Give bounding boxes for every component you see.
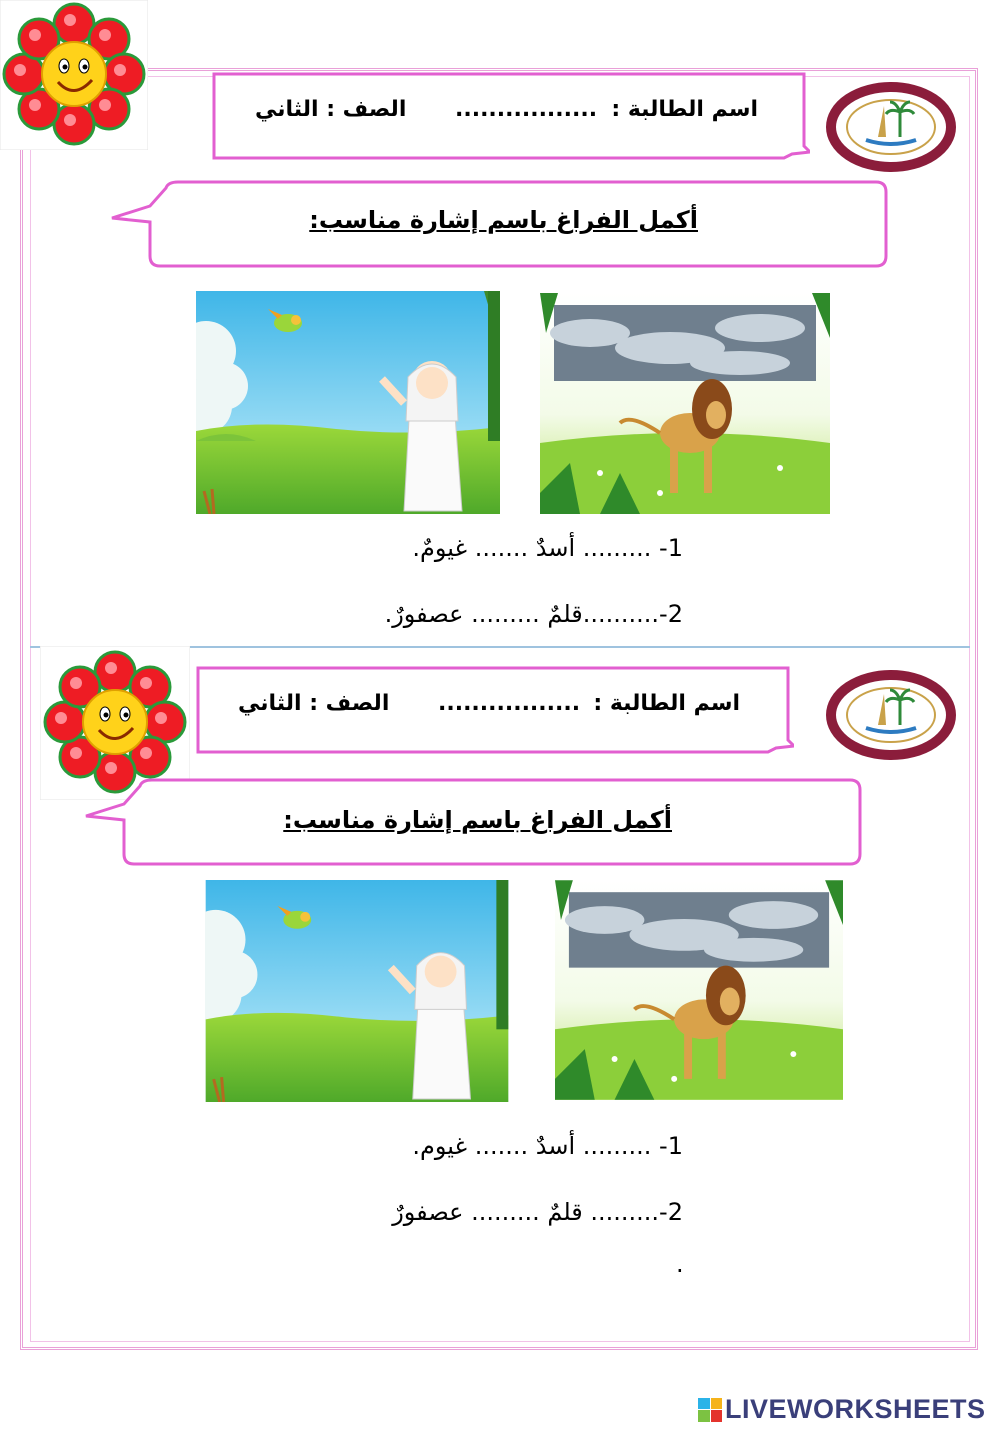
smiley-flower-icon [0, 0, 148, 150]
liveworksheets-logo-icon [698, 1398, 722, 1422]
question-2: 2-..........قلمٌ ......... عصفورٌ. [384, 600, 683, 628]
student-name-label: اسم الطالبة : [611, 97, 758, 122]
grade-label: الصف : الثاني [238, 691, 390, 716]
instruction-title: أكمل الفراغ باسم إشارة مناسب: [309, 206, 698, 234]
student-name-blank[interactable]: ................. [438, 691, 581, 716]
question-1: 1- ......... أسدٌ ....... غيوم. [412, 1132, 683, 1160]
question-2: 2-......... قلمٌ ......... عصفورٌ [392, 1198, 683, 1226]
boy-bird-picture [205, 880, 509, 1102]
instruction-title: أكمل الفراغ باسم إشارة مناسب: [283, 806, 672, 834]
student-name-label: اسم الطالبة : [593, 691, 740, 716]
qatar-ministry-logo-icon [826, 82, 956, 172]
question-1: 1- ......... أسدٌ ....... غيومٌ. [412, 534, 683, 562]
lion-clouds-picture [540, 293, 830, 514]
lion-clouds-picture [555, 880, 843, 1100]
liveworksheets-brand[interactable] [698, 1394, 986, 1425]
trailing-dot: . [676, 1250, 684, 1278]
grade-label: الصف : الثاني [255, 97, 407, 122]
student-name-blank[interactable]: ................. [455, 97, 598, 122]
brand-name: LIVEWORKSHEETS [725, 1394, 986, 1424]
qatar-ministry-logo-icon [826, 670, 956, 760]
boy-bird-picture [196, 291, 500, 514]
